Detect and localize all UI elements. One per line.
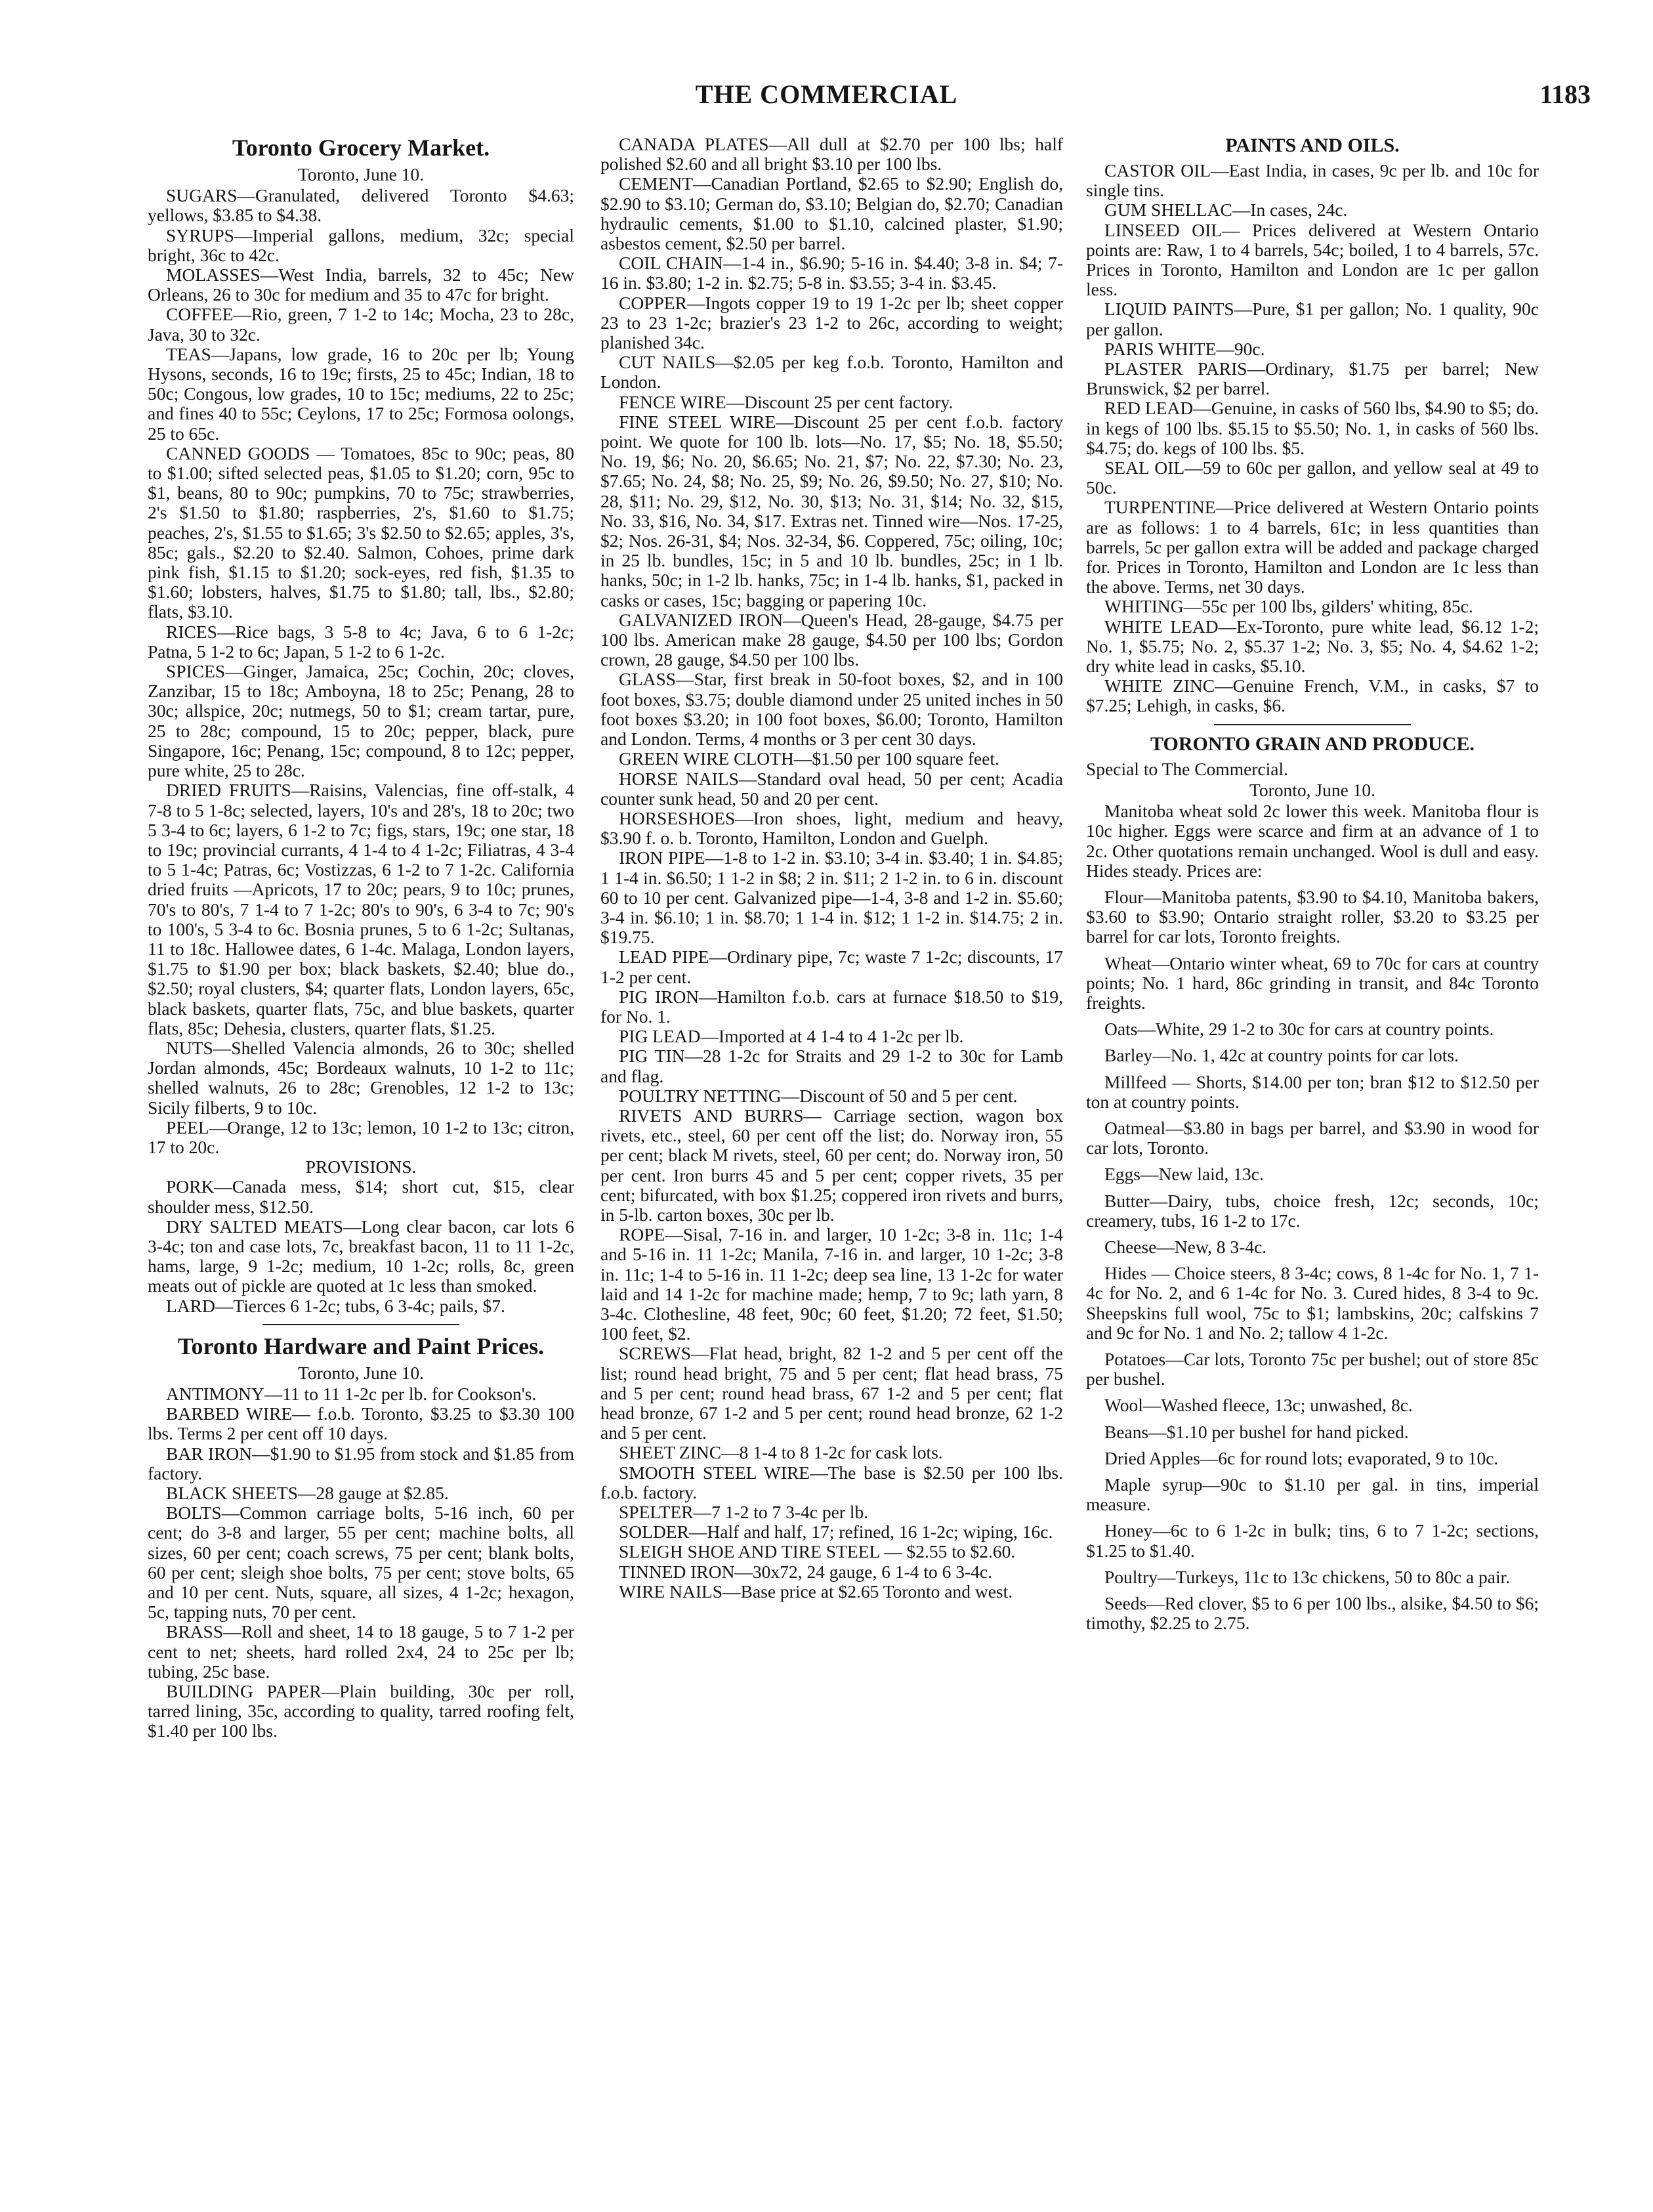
- hardware-dateline: Toronto, June 10.: [297, 1362, 425, 1383]
- price-paragraph: LEAD PIPE—Ordinary pipe, 7c; waste 7 1-2c; discounts, 17 1-2 per cent.: [600, 946, 1063, 987]
- price-paragraph: PEEL—Orange, 12 to 13c; lemon, 10 1-2 to 13c; citron, 17 to 20c.: [148, 1117, 574, 1157]
- price-paragraph: Eggs—New laid, 13c.: [1104, 1164, 1264, 1185]
- price-paragraph: BLACK SHEETS—28 gauge at $2.85.: [166, 1483, 449, 1503]
- price-paragraph: SYRUPS—Imperial gallons, medium, 32c; special bright, 36c to 42c.: [148, 224, 574, 265]
- price-paragraph: Oatmeal—$3.80 in bags per barrel, and $3.90 in wood for car lots, Toronto.: [1086, 1117, 1539, 1159]
- price-paragraph: BUILDING PAPER—Plain building, 30c per roll, tarred lining, 35c, according to quality, tarred roofing felt, $1.40 per 100 lbs.: [148, 1681, 574, 1741]
- price-paragraph: SMOOTH STEEL WIRE—The base is $2.50 per 100 lbs. f.o.b. factory.: [600, 1462, 1063, 1502]
- price-paragraph: Millfeed — Shorts, $14.00 per ton; bran $12 to $12.50 per ton at country points.: [1086, 1071, 1539, 1112]
- price-paragraph: CANNED GOODS — Tomatoes, 85c to 90c; peas, 80 to $1.00; sifted selected peas, $1.05 to $1.20; corn, 95c to $1, beans, 80 to 90c; pumpkins, 70 to 75c; strawberries, 2's $1.50 to $1.80; raspberries, 2's, $1.60 to $1.75; peaches, 2's, $1.55 to $1.65; 3's $2.50 to $2.65; apples, 3's, 85c; gals., $2.20 to $2.40. Salmon, Cohoes, prime dark pink fish, $1.15 to $1.20; sock-eyes, red fish, $1.35 to $1.60; lobsters, halves, $1.75 to $1.80; tall, lbs., $2.80; flats, $3.10.: [148, 442, 574, 622]
- price-paragraph: SOLDER—Half and half, 17; refined, 16 1-2c; wiping, 16c.: [619, 1521, 1053, 1542]
- price-paragraph: WIRE NAILS—Base price at $2.65 Toronto and west.: [619, 1581, 1013, 1602]
- price-paragraph: GLASS—Star, first break in 50-foot boxes, $2, and in 100 foot boxes, $3.75; double diamond under 25 united inches in 50 foot boxes $3.20; in 100 foot boxes, $6.00; Toronto, Hamilton and London. Terms, 4 months or 3 per cent 30 days.: [600, 669, 1063, 750]
- price-paragraph: DRY SALTED MEATS—Long clear bacon, car lots 6 3-4c; ton and case lots, 7c, breakfast bacon, 11 to 11 1-2c, hams, large, 9 1-2c; medium, 10 1-2c; rolls, 8c, green meats out of pickle are quoted at 1c less than smoked.: [148, 1216, 574, 1296]
- price-paragraph: COIL CHAIN—1-4 in., $6.90; 5-16 in. $4.40; 3-8 in. $4; 7-16 in. $3.80; 1-2 in. $2.75; 5-8 in. $3.55; 3-4 in. $3.45.: [600, 253, 1063, 293]
- price-paragraph: Flour—Manitoba patents, $3.90 to $4.10, Manitoba bakers, $3.60 to $3.90; Ontario straight roller, $3.20 to $3.25 per barrel for car lots, Toronto freights.: [1086, 886, 1539, 947]
- provisions-heading: PROVISIONS.: [305, 1157, 417, 1178]
- grain-title: TORONTO GRAIN AND PRODUCE.: [1150, 733, 1475, 755]
- price-paragraph: GUM SHELLAC—In cases, 24c.: [1104, 200, 1348, 221]
- hardware-title: Toronto Hardware and Paint Prices.: [177, 1332, 545, 1359]
- price-paragraph: Dried Apples—6c for round lots; evaporated, 9 to 10c.: [1104, 1447, 1499, 1468]
- price-paragraph: LARD—Tierces 6 1-2c; tubs, 6 3-4c; pails, $7.: [166, 1295, 505, 1316]
- price-paragraph: CEMENT—Canadian Portland, $2.65 to $2.90; English do, $2.90 to $3.10; German do, $3.10; Belgian do, $2.70; Canadian hydraulic cements, $1.00 to $1.10, calcined plaster, $1.90; asbestos cement, $2.50 per barrel.: [600, 173, 1063, 254]
- running-title: THE COMMERCIAL: [695, 79, 958, 109]
- grocery-list: [148, 186, 574, 1157]
- price-paragraph: Wheat—Ontario winter wheat, 69 to 70c for cars at country points; No. 1 hard, 86c grinding in transit, and 84c Toronto freights.: [1086, 952, 1539, 1013]
- price-paragraph: RICES—Rice bags, 3 5-8 to 4c; Java, 6 to 6 1-2c; Patna, 5 1-2 to 6c; Japan, 5 1-2 to 6 1-2c.: [148, 621, 574, 662]
- price-paragraph: LIQUID PAINTS—Pure, $1 per gallon; No. 1 quality, 90c per gallon.: [1086, 299, 1539, 339]
- page-header: [0, 72, 1653, 118]
- grain-intro: Manitoba wheat sold 2c lower this week. Manitoba flour is 10c higher. Eggs were scarce and firm at an advance of 1 to 2c. Other quotations remain unchanged. Wool is dull and easy. Hides steady. Prices are:: [1086, 801, 1539, 881]
- price-paragraph: COPPER—Ingots copper 19 to 19 1-2c per lb; sheet copper 23 to 23 1-2c; brazier's 23 1-2 to 26c, according to weight; planished 34c.: [600, 292, 1063, 353]
- price-paragraph: SPICES—Ginger, Jamaica, 25c; Cochin, 20c; cloves, Zanzibar, 15 to 18c; Amboyna, 18 to 25c; Penang, 28 to 30c; allspice, 20c; nutmegs, 50 to $1; cream tartar, pure, 25 to 28c; compound, 15 to 20c; pepper, black, pure Singapore, 16c; Penang, 15c; compound, 8 to 12c; pepper, pure white, 25 to 28c.: [148, 661, 574, 781]
- price-paragraph: MOLASSES—West India, barrels, 32 to 45c; New Orleans, 26 to 30c for medium and 35 to 47c for bright.: [148, 265, 574, 305]
- price-paragraph: LINSEED OIL— Prices delivered at Western Ontario points are: Raw, 1 to 4 barrels, 54c; boiled, 1 to 4 barrels, 57c. Prices in Toronto, Hamilton and London are 1c per gallon less.: [1086, 219, 1539, 300]
- provisions-list: [148, 1177, 574, 1315]
- price-paragraph: Oats—White, 29 1-2 to 30c for cars at country points.: [1104, 1019, 1494, 1040]
- price-paragraph: ROPE—Sisal, 7-16 in. and larger, 10 1-2c; 3-8 in. 11c; 1-4 and 5-16 in. 11 1-2c; Manila, 7-16 in. and larger, 10 1-2c; 3-8 in. 11c; 1-4 to 5-16 in. 11 1-2c; deep sea line, 13 1-2c for water laid and 14 1-2c for machine made; hemp, 7 to 9c; lath yarn, 8 3-4c. Clothesline, 48 feet, 90c; 60 feet, $1.20; 72 feet, $1.50; 100 feet, $2.: [600, 1224, 1063, 1344]
- paints-list: [1086, 161, 1539, 716]
- price-paragraph: SCREWS—Flat head, bright, 82 1-2 and 5 per cent off the list; round head bright, 75 and 5 per cent; flat head brass, 75 and 5 per cent; round head brass, 67 1-2 and 5 per cent; flat head bronze, 67 1-2 and 5 per cent; round head bronze, 62 1-2 and 5 per cent.: [600, 1343, 1063, 1443]
- price-paragraph: NUTS—Shelled Valencia almonds, 26 to 30c; shelled Jordan almonds, 45c; Bordeaux walnuts, 10 1-2 to 11c; shelled walnuts, 26 to 28c; Grenobles, 12 1-2 to 13c; Sicily filberts, 9 to 10c.: [148, 1037, 574, 1118]
- hardware-list-col2: [600, 135, 1063, 1602]
- price-paragraph: Hides — Choice steers, 8 3-4c; cows, 8 1-4c for No. 1, 7 1-4c for No. 2, and 6 1-4c for No. 3. Cured hides, 8 3-4 to 9c. Sheepskins full wool, 75c to $1; lambskins, 20c; calfskins 7 and 9c for No. 1 and No. 2; tallow 4 1-2c.: [1086, 1263, 1539, 1343]
- price-paragraph: POULTRY NETTING—Discount of 50 and 5 per cent.: [619, 1085, 1018, 1106]
- price-paragraph: Honey—6c to 6 1-2c in bulk; tins, 6 to 7 1-2c; sections, $1.25 to $1.40.: [1086, 1520, 1539, 1561]
- price-paragraph: WHITING—55c per 100 lbs, gilders' whiting, 85c.: [1104, 596, 1473, 617]
- price-paragraph: PIG IRON—Hamilton f.o.b. cars at furnace $18.50 to $19, for No. 1.: [600, 986, 1063, 1027]
- price-paragraph: Beans—$1.10 per bushel for hand picked.: [1104, 1421, 1409, 1442]
- price-paragraph: Poultry—Turkeys, 11c to 13c chickens, 50 to 80c a pair.: [1104, 1566, 1511, 1587]
- price-paragraph: Seeds—Red clover, $5 to 6 per 100 lbs., alsike, $4.50 to $6; timothy, $2.25 to 2.75.: [1086, 1593, 1539, 1634]
- price-paragraph: TURPENTINE—Price delivered at Western Ontario points are as follows: 1 to 4 barrels, 61c; in less quantities than barrels, 5c per gallon extra will be added and package charged for. Prices in Toronto, Hamilton and London are 1c less than the above. Terms, net 30 days.: [1086, 497, 1539, 597]
- price-paragraph: BRASS—Roll and sheet, 14 to 18 gauge, 5 to 7 1-2 per cent to net; sheets, hard rolled 2x4, 24 to 25c per lb; tubing, 25c base.: [148, 1621, 574, 1682]
- price-paragraph: IRON PIPE—1-8 to 1-2 in. $3.10; 3-4 in. $3.40; 1 in. $4.85; 1 1-4 in. $6.50; 1 1-2 in $8; 2 in. $11; 2 1-2 in. to 6 in. discount 60 to 10 per cent. Galvanized pipe—1-4, 3-8 and 1-2 in. $5.60; 3-4 in. $6.10; 1 in. $8.70; 1 1-4 in. $12; 1 1-2 in. $14.75; 2 in. $19.75.: [600, 847, 1063, 948]
- price-paragraph: BARBED WIRE— f.o.b. Toronto, $3.25 to $3.30 100 lbs. Terms 2 per cent off 10 days.: [148, 1403, 574, 1444]
- grain-dateline: Toronto, June 10.: [1249, 779, 1376, 800]
- price-paragraph: ANTIMONY—11 to 11 1-2c per lb. for Cookson's.: [166, 1383, 537, 1404]
- price-paragraph: Wool—Washed fleece, 13c; unwashed, 8c.: [1104, 1395, 1413, 1416]
- grain-list: [1086, 887, 1539, 1634]
- hardware-list-col1: [148, 1384, 574, 1741]
- price-paragraph: GALVANIZED IRON—Queen's Head, 28-gauge, $4.75 per 100 lbs. American make 28 gauge, $4.50 per 100 lbs; Gordon crown, 28 gauge, $4.50 per 100 lbs.: [600, 609, 1063, 670]
- price-paragraph: CUT NAILS—$2.05 per keg f.o.b. Toronto, Hamilton and London.: [600, 352, 1063, 393]
- price-paragraph: WHITE ZINC—Genuine French, V.M., in casks, $7 to $7.25; Lehigh, in casks, $6.: [1086, 675, 1539, 716]
- price-paragraph: CASTOR OIL—East India, in cases, 9c per lb. and 10c for single tins.: [1086, 160, 1539, 201]
- price-paragraph: Potatoes—Car lots, Toronto 75c per bushel; out of store 85c per bushel.: [1086, 1348, 1539, 1390]
- price-paragraph: SUGARS—Granulated, delivered Toronto $4.63; yellows, $3.85 to $4.38.: [148, 185, 574, 226]
- price-paragraph: HORSESHOES—Iron shoes, light, medium and heavy, $3.90 f. o. b. Toronto, Hamilton, London and Guelph.: [600, 807, 1063, 849]
- price-paragraph: Maple syrup—90c to $1.10 per gal. in tins, imperial measure.: [1086, 1474, 1539, 1515]
- price-paragraph: WHITE LEAD—Ex-Toronto, pure white lead, $6.12 1-2; No. 1, $5.75; No. 2, $5.37 1-2; No. 3, $5; No. 4, $4.62 1-2; dry white lead in casks, $5.10.: [1086, 616, 1539, 677]
- price-paragraph: PORK—Canada mess, $14; short cut, $15, clear shoulder mess, $12.50.: [148, 1176, 574, 1217]
- price-paragraph: TINNED IRON—30x72, 24 gauge, 6 1-4 to 6 3-4c.: [619, 1561, 993, 1582]
- section-rule: [1214, 724, 1411, 725]
- price-paragraph: PARIS WHITE—90c.: [1104, 338, 1265, 359]
- price-paragraph: Cheese—New, 8 3-4c.: [1104, 1236, 1267, 1257]
- price-paragraph: HORSE NAILS—Standard oval head, 50 per cent; Acadia counter sunk head, 50 and 20 per cent.: [600, 768, 1063, 809]
- price-paragraph: PIG LEAD—Imported at 4 1-4 to 4 1-2c per lb.: [619, 1026, 964, 1047]
- column-1: [148, 135, 574, 1741]
- section-rule: [262, 1324, 459, 1325]
- price-paragraph: PIG TIN—28 1-2c for Straits and 29 1-2 to 30c for Lamb and flag.: [600, 1046, 1063, 1086]
- price-paragraph: PLASTER PARIS—Ordinary, $1.75 per barrel; New Brunswick, $2 per barrel.: [1086, 358, 1539, 399]
- column-2: [600, 135, 1063, 1602]
- price-paragraph: SHEET ZINC—8 1-4 to 8 1-2c for cask lots.: [619, 1442, 943, 1463]
- column-3: [1086, 135, 1539, 1633]
- price-paragraph: RED LEAD—Genuine, in casks of 560 lbs, $4.90 to $5; do. in kegs of 100 lbs. $5.15 to $5.50; No. 1, in casks of 560 lbs. $4.75; do. kegs of 100 lbs. $5.: [1086, 398, 1539, 458]
- price-paragraph: RIVETS AND BURRS— Carriage section, wagon box rivets, etc., steel, 60 per cent off the list; do. Norway iron, 55 per cent; black M rivets, steel, 60 per cent; do. Norway iron, 50 per cent. Iron burrs 45 and 5 per cent; copper rivets, 35 per cent; bifurcated, with box $1.25; coppered iron rivets and burrs, in 5-lb. carton boxes, 30c per lb.: [600, 1105, 1063, 1225]
- price-paragraph: SPELTER—7 1-2 to 7 3-4c per lb.: [619, 1502, 869, 1523]
- grocery-title: Toronto Grocery Market.: [232, 135, 490, 161]
- price-paragraph: DRIED FRUITS—Raisins, Valencias, fine off-stalk, 4 7-8 to 5 1-8c; selected, layers, 10's and 28's, 18 to 20c; two 5 3-4 to 6c; layers, 6 1-2 to 7c; figs, stars, 19c; one star, 18 to 19c; provincial currants, 4 1-4 to 4 1-2c; Filiatras, 4 3-4 to 5 1-4c; Patras, 6c; Vostizzas, 6 1-2 to 7 1-2c. California dried fruits —Apricots, 17 to 20c; pears, 9 to 10c; prunes, 70's to 80's, 7 1-4 to 7 1-2c; 80's to 90's, 6 3-4 to 7c; 90's to 100's, 5 3-4 to 6c. Bosnia prunes, 5 to 6 1-2c; Sultanas, 11 to 18c. Hallowee dates, 6 1-4c. Malaga, London layers, $1.75 to $1.90 per box; black baskets, $2.40; blue do., $2.50; royal clusters, $4; quarter flats, London layers, 65c, black baskets, quarter flats, 75c, and blue baskets, quarter flats, 85c; Dehesia, clusters, quarter flats, $1.25.: [148, 780, 574, 1038]
- grain-subline: Special to The Commercial.: [1086, 758, 1289, 779]
- price-paragraph: Butter—Dairy, tubs, choice fresh, 12c; seconds, 10c; creamery, tubs, 16 1-2 to 17c.: [1086, 1190, 1539, 1231]
- paints-title: PAINTS AND OILS.: [1225, 135, 1400, 156]
- price-paragraph: CANADA PLATES—All dull at $2.70 per 100 lbs; half polished $2.60 and all bright $3.10 per 100 lbs.: [600, 134, 1063, 175]
- price-paragraph: TEAS—Japans, low grade, 16 to 20c per lb; Young Hysons, seconds, 16 to 19c; firsts, 25 to 45c; Indian, 18 to 50c; Congous, low grades, 10 to 15c; mediums, 22 to 25c; and fines 40 to 55c; Ceylons, 17 to 25c; Formosa oolongs, 25 to 65c.: [148, 343, 574, 444]
- price-paragraph: FENCE WIRE—Discount 25 per cent factory.: [619, 391, 953, 412]
- price-paragraph: Barley—No. 1, 42c at country points for car lots.: [1104, 1045, 1459, 1066]
- price-paragraph: SLEIGH SHOE AND TIRE STEEL — $2.55 to $2.60.: [619, 1541, 1016, 1562]
- price-paragraph: SEAL OIL—59 to 60c per gallon, and yellow seal at 49 to 50c.: [1086, 457, 1539, 498]
- grocery-dateline: Toronto, June 10.: [297, 164, 425, 184]
- page-number: 1183: [1539, 79, 1591, 109]
- price-paragraph: BOLTS—Common carriage bolts, 5-16 inch, 60 per cent; do 3-8 and larger, 55 per cent; machine bolts, all sizes, 60 per cent; coach screws, 75 per cent; blank bolts, 60 per cent; sleigh shoe bolts, 75 per cent; stove bolts, 65 and 10 per cent. Nuts, square, all sizes, 4 1-2c; hexagon, 5c, tapping nuts, 70 per cent.: [148, 1502, 574, 1623]
- price-paragraph: FINE STEEL WIRE—Discount 25 per cent f.o.b. factory point. We quote for 100 lb. lots—No. 17, $5; No. 18, $5.50; No. 19, $6; No. 20, $6.65; No. 21, $7; No. 22, $7.30; No. 23, $7.65; No. 24, $8; No. 25, $9; No. 26, $9.50; No. 27, $10; No. 28, $11; No. 29, $12, No. 30, $13; No. 31, $14; No. 32, $15, No. 33, $16, No. 34, $17. Extras net. Tinned wire—Nos. 17-25, $2; Nos. 26-31, $4; Nos. 32-34, $6. Coppered, 75c; oiling, 10c; in 25 lb. bundles, 15c; in 5 and 10 lb. bundles, 25c; in 1 lb. hanks, 50c; in 1-2 lb. hanks, 75c; in 1-4 lb. hanks, $1, packed in casks or cases, 15c; bagging or papering 10c.: [600, 411, 1063, 610]
- price-paragraph: GREEN WIRE CLOTH—$1.50 per 100 square feet.: [619, 748, 999, 769]
- price-paragraph: COFFEE—Rio, green, 7 1-2 to 14c; Mocha, 23 to 28c, Java, 30 to 32c.: [148, 304, 574, 345]
- price-paragraph: BAR IRON—$1.90 to $1.95 from stock and $1.85 from factory.: [148, 1443, 574, 1483]
